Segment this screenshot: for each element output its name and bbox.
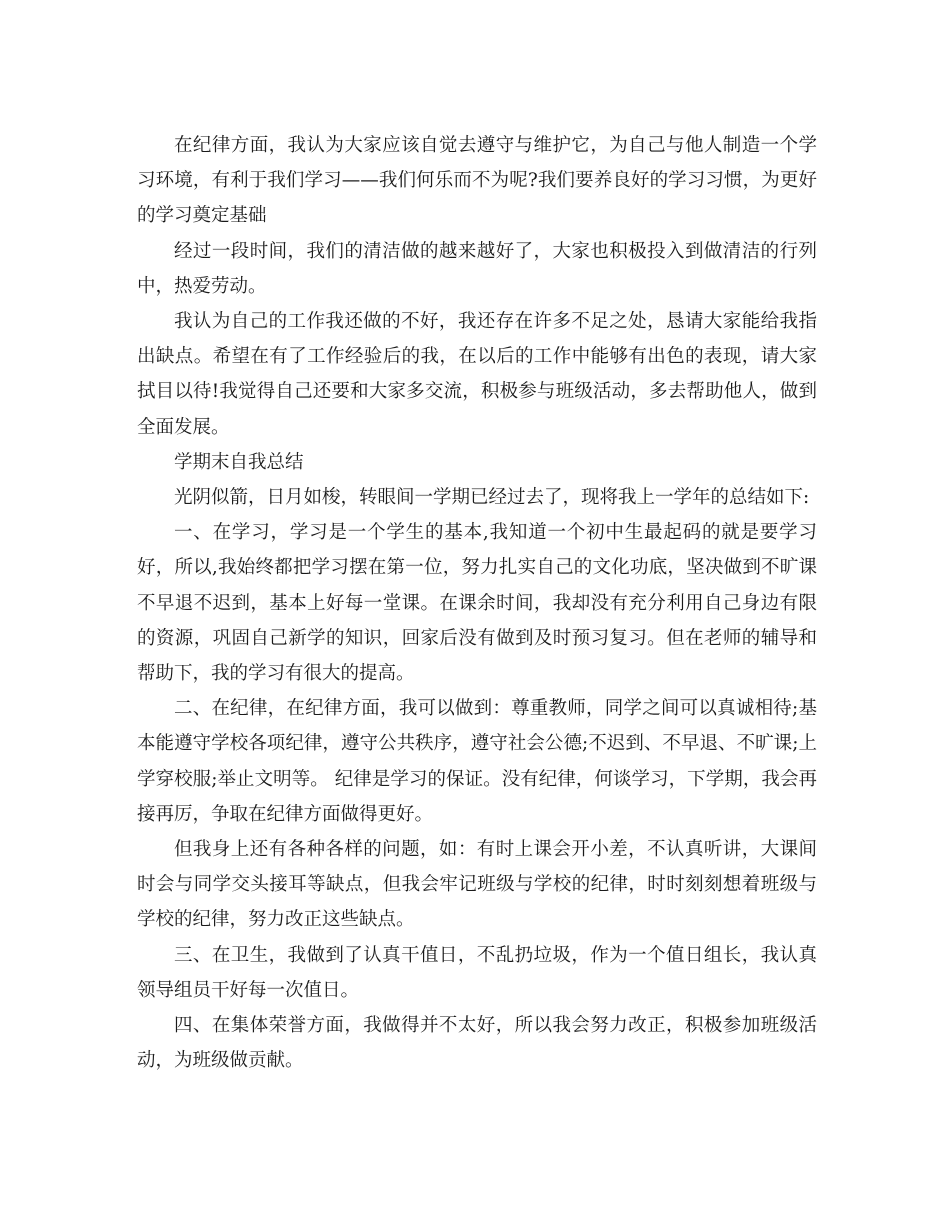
paragraph-self-reflection: 我认为自己的工作我还做的不好，我还存在许多不足之处，恳请大家能给我指出缺点。希望在有了工作经验后的我，在以后的工作中能够有出色的表现，请大家拭目以待!我觉得自己还要和大家多交流，积极参与班级活动，多去帮助他人，做到全面发展。 <box>137 311 817 438</box>
paragraph-hygiene: 三、在卫生，我做到了认真干值日，不乱扔垃圾，作为一个值日组长，我认真领导组员干好每一次值日。 <box>137 944 817 1001</box>
paragraph-study: 一、在学习，学习是一个学生的基本,我知道一个初中生最起码的就是要学习好，所以,我始终都把学习摆在第一位，努力扎实自己的文化功底，坚决做到不旷课不早退不迟到，基本上好每一堂课。在课余时间，我却没有充分利用自己身边有限的资源，巩固自己新学的知识，回家后没有做到及时预习复习。但在老师的辅导和帮助下，我的学习有很大的提高。 <box>137 522 817 685</box>
paragraph-intro: 光阴似箭，日月如梭，转眼间一学期已经过去了，现将我上一学年的总结如下: <box>174 487 810 509</box>
paragraph-collective-honor: 四、在集体荣誉方面，我做得并不太好，所以我会努力改正，积极参加班级活动，为班级做贡献。 <box>137 1015 817 1072</box>
paragraph-cleaning: 经过一段时间，我们的清洁做的越来越好了，大家也积极投入到做清洁的行列中，热爱劳动。 <box>137 240 817 297</box>
document-body <box>137 128 817 1078</box>
paragraph-discipline-2: 二、在纪律，在纪律方面，我可以做到：尊重教师，同学之间可以真诚相待;基本能遵守学校各项纪律，遵守公共秩序，遵守社会公德;不迟到、不早退、不旷课;上学穿校服;举止文明等。 纪律是学习的保证。没有纪律，何谈学习，下学期，我会再接再厉，争取在纪律方面做得更好。 <box>137 698 817 825</box>
paragraph-discipline: 在纪律方面，我认为大家应该自觉去遵守与维护它，为自己与他人制造一个学习环境，有利于我们学习——我们何乐而不为呢?我们要养良好的学习习惯，为更好的学习奠定基础 <box>137 135 817 227</box>
section-heading: 学期末自我总结 <box>174 451 304 473</box>
paragraph-problems: 但我身上还有各种各样的问题，如：有时上课会开小差，不认真听讲，大课间时会与同学交头接耳等缺点，但我会牢记班级与学校的纪律，时时刻刻想着班级与学校的纪律，努力改正这些缺点。 <box>137 839 817 931</box>
